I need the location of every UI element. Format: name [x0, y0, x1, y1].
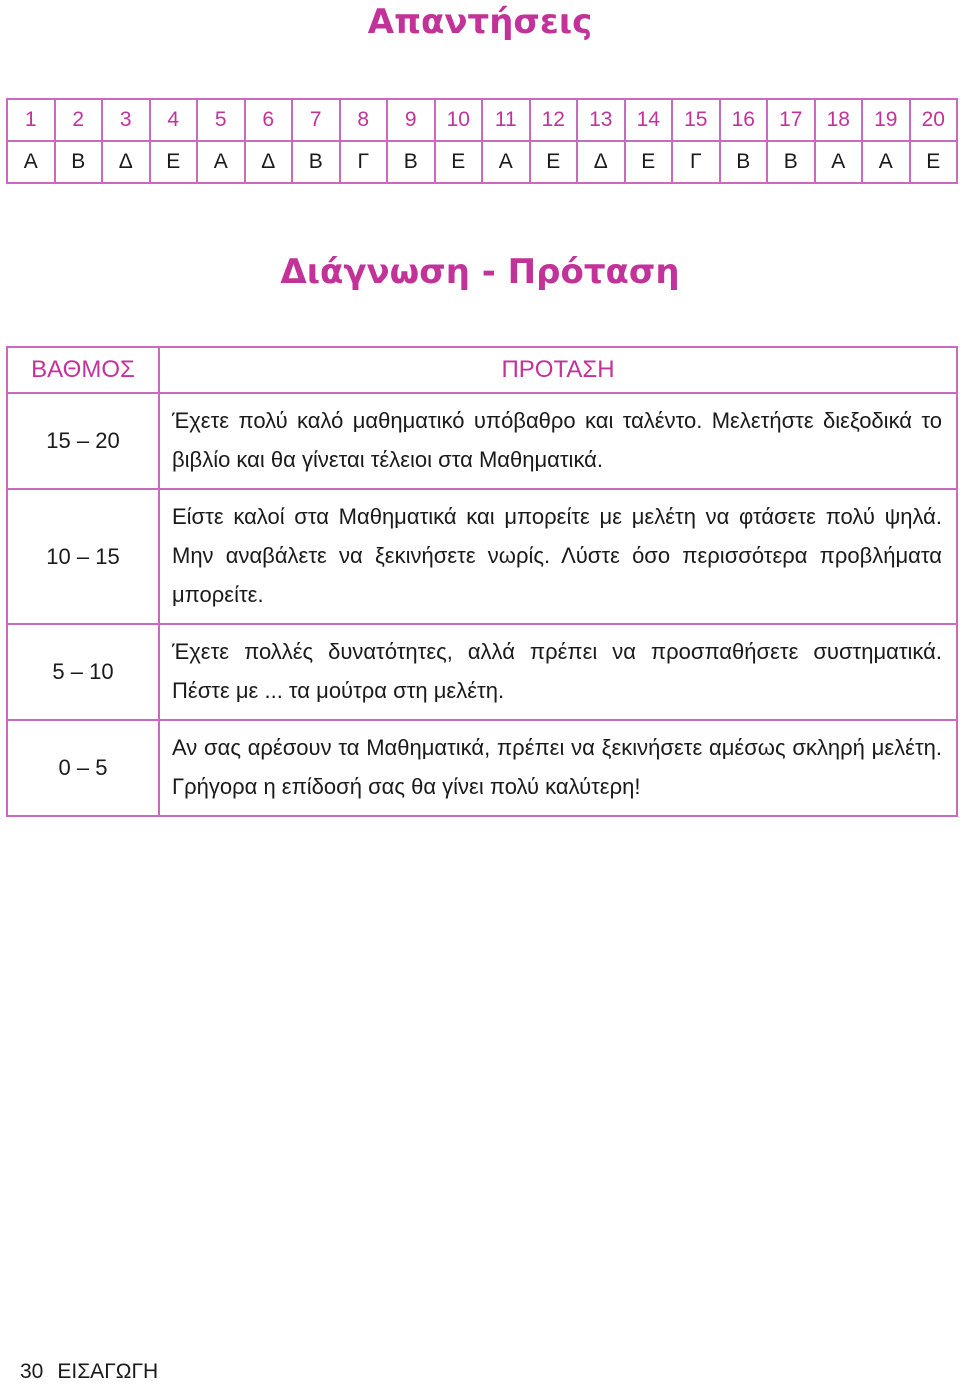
diagnosis-row [7, 393, 957, 489]
answer-letter: Ε [435, 141, 483, 183]
score-range: 5 – 10 [7, 624, 159, 720]
question-number: 16 [720, 99, 768, 141]
answer-letter: Β [720, 141, 768, 183]
score-range: 10 – 15 [7, 489, 159, 624]
page-number: 30 [20, 1360, 44, 1383]
answer-letter: Ε [150, 141, 198, 183]
page-footer [20, 1360, 158, 1384]
answer-letter: Β [292, 141, 340, 183]
answer-letter: Ε [625, 141, 673, 183]
question-number: 5 [197, 99, 245, 141]
question-number: 6 [245, 99, 293, 141]
proposal-text: Έχετε πολύ καλό μαθηματικό υπόβαθρο και ταλέντο. Μελετήστε διεξοδικά το βιβλίο και θα γίνεται τέλειοι στα Μαθηματικά. [159, 393, 957, 489]
question-number: 4 [150, 99, 198, 141]
score-column-header: ΒΑΘΜΟΣ [7, 347, 159, 393]
question-number: 2 [55, 99, 103, 141]
question-number: 15 [672, 99, 720, 141]
question-number: 19 [862, 99, 910, 141]
answer-letter: Δ [102, 141, 150, 183]
proposal-text: Έχετε πολλές δυνατότητες, αλλά πρέπει να προσπαθήσετε συστηματικά. Πέστε με ... τα μούτρα στη μελέτη. [159, 624, 957, 720]
answers-title: Απαντήσεις [367, 2, 593, 42]
answer-letter: Δ [577, 141, 625, 183]
diagnosis-title: Διάγνωση - Πρόταση [280, 252, 680, 292]
diagnosis-table [6, 346, 958, 817]
proposal-text: Αν σας αρέσουν τα Μαθηματικά, πρέπει να ξεκινήσετε αμέσως σκληρή μελέτη. Γρήγορα η επίδοσή σας θα γίνει πολύ καλύτερη! [159, 720, 957, 816]
answer-letter: Ε [910, 141, 958, 183]
question-number: 12 [530, 99, 578, 141]
question-number: 8 [340, 99, 388, 141]
section-name: ΕΙΣΑΓΩΓΗ [57, 1360, 159, 1383]
answer-letter: Α [197, 141, 245, 183]
diagnosis-row [7, 720, 957, 816]
answers-table [6, 98, 958, 184]
question-number: 13 [577, 99, 625, 141]
answer-letter: Δ [245, 141, 293, 183]
question-number: 17 [767, 99, 815, 141]
question-number: 10 [435, 99, 483, 141]
question-number: 20 [910, 99, 958, 141]
answer-letter: Α [7, 141, 55, 183]
score-range: 0 – 5 [7, 720, 159, 816]
answer-letter: Β [55, 141, 103, 183]
question-number: 14 [625, 99, 673, 141]
answer-letter: Γ [340, 141, 388, 183]
answer-letter: Α [862, 141, 910, 183]
answer-letter: Β [387, 141, 435, 183]
answer-letter: Α [815, 141, 863, 183]
score-range: 15 – 20 [7, 393, 159, 489]
diagnosis-header-row [7, 347, 957, 393]
proposal-text: Είστε καλοί στα Μαθηματικά και μπορείτε με μελέτη να φτάσετε πολύ ψηλά. Μην αναβάλετε να ξεκινήσετε νωρίς. Λύστε όσο περισσότερα προβλήματα μπορείτε. [159, 489, 957, 624]
question-number: 1 [7, 99, 55, 141]
answer-letter: Γ [672, 141, 720, 183]
answer-letter: Ε [530, 141, 578, 183]
answers-number-row [7, 99, 957, 141]
answer-letter: Α [482, 141, 530, 183]
diagnosis-row [7, 489, 957, 624]
question-number: 3 [102, 99, 150, 141]
question-number: 7 [292, 99, 340, 141]
question-number: 11 [482, 99, 530, 141]
question-number: 18 [815, 99, 863, 141]
diagnosis-row [7, 624, 957, 720]
question-number: 9 [387, 99, 435, 141]
proposal-column-header: ΠΡΟΤΑΣΗ [159, 347, 957, 393]
answer-letter: Β [767, 141, 815, 183]
answers-letter-row [7, 141, 957, 183]
